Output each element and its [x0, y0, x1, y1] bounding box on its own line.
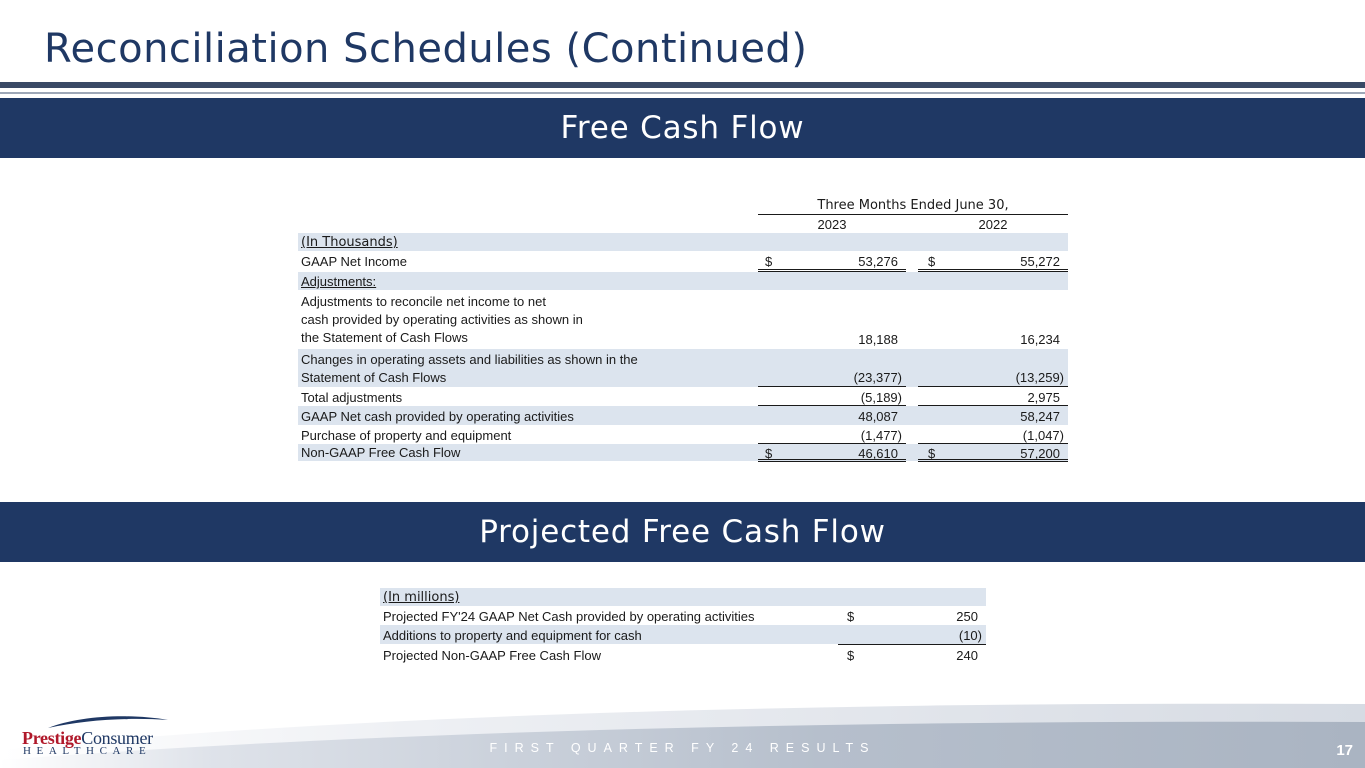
title-rule-thin [0, 92, 1365, 94]
adjustments-label: Adjustments: [301, 274, 377, 289]
currency-symbol: $ [847, 609, 855, 624]
year-2022-header: 2022 [978, 217, 1008, 232]
changes-2022: (13,259) [1015, 370, 1064, 385]
company-logo [20, 714, 170, 762]
table-row [298, 387, 1068, 406]
total-adjustments-2022: 2,975 [1027, 390, 1060, 405]
footer-swoosh [0, 690, 1365, 768]
double-rule [918, 459, 1068, 462]
table-row [298, 406, 1068, 425]
table-row [298, 251, 1068, 270]
double-rule [758, 459, 906, 462]
reconcile-label-3: the Statement of Cash Flows [301, 330, 468, 345]
units-row [298, 233, 1068, 251]
changes-2023: (23,377) [853, 370, 902, 385]
projected-operating-cash-value: 250 [956, 609, 978, 624]
net-income-2022: 55,272 [1020, 254, 1060, 269]
table-row [298, 349, 1068, 387]
currency-symbol: $ [847, 648, 855, 663]
logo-subtitle: HEALTHCARE [23, 745, 152, 757]
table-row [298, 290, 1068, 348]
free-cash-flow-header: Free Cash Flow [0, 98, 1365, 158]
total-adjustments-2023: (5,189) [860, 390, 902, 405]
page-title: Reconciliation Schedules (Continued) [44, 26, 808, 72]
capex-label: Purchase of property and equipment [301, 428, 512, 443]
capex-2023: (1,477) [860, 428, 902, 443]
reconcile-label-1: Adjustments to reconcile net income to net [301, 294, 546, 309]
projected-additions-value: (10) [958, 628, 982, 643]
reconcile-label-2: cash provided by operating activities as shown in [301, 312, 583, 327]
period-header: Three Months Ended June 30, [817, 198, 1009, 213]
units-label: (In millions) [383, 590, 460, 605]
currency-symbol: $ [765, 254, 773, 269]
period-header-rule [758, 214, 1068, 215]
free-cash-2022: 57,200 [1020, 446, 1060, 461]
page-number: 17 [1336, 742, 1353, 759]
table-row [380, 625, 986, 644]
changes-label-2: Statement of Cash Flows [301, 370, 447, 385]
footer-text: FIRST QUARTER FY 24 RESULTS [489, 741, 876, 755]
table-row [298, 425, 1068, 444]
currency-symbol: $ [928, 254, 936, 269]
operating-cash-2023: 48,087 [858, 409, 898, 424]
year-2023-header: 2023 [817, 217, 847, 232]
logo-brand-consumer: Consumer [81, 728, 153, 748]
operating-cash-2022: 58,247 [1020, 409, 1060, 424]
total-adjustments-label: Total adjustments [301, 390, 403, 405]
table-row [380, 606, 986, 625]
table-row [380, 645, 986, 664]
currency-symbol: $ [765, 446, 773, 461]
title-rule [0, 82, 1365, 88]
logo-brand-prestige: Prestige [22, 728, 82, 748]
projected-free-cash-value: 240 [956, 648, 978, 663]
units-label: (In Thousands) [301, 235, 398, 250]
reconcile-2022: 16,234 [1020, 332, 1060, 347]
changes-label-1: Changes in operating assets and liabilities as shown in the [301, 352, 638, 367]
free-cash-label: Non-GAAP Free Cash Flow [301, 445, 461, 460]
units-row [380, 588, 986, 606]
projected-additions-label: Additions to property and equipment for cash [383, 628, 642, 643]
free-cash-2023: 46,610 [858, 446, 898, 461]
operating-cash-label: GAAP Net cash provided by operating activities [301, 409, 574, 424]
net-income-label: GAAP Net Income [301, 254, 407, 269]
capex-2022: (1,047) [1022, 428, 1064, 443]
projected-operating-cash-label: Projected FY'24 GAAP Net Cash provided by operating activities [383, 609, 755, 624]
reconcile-2023: 18,188 [858, 332, 898, 347]
net-income-2023: 53,276 [858, 254, 898, 269]
currency-symbol: $ [928, 446, 936, 461]
projected-free-cash-flow-header: Projected Free Cash Flow [0, 502, 1365, 562]
projected-free-cash-flow-table [380, 588, 986, 668]
adjustments-row [298, 272, 1068, 290]
free-cash-flow-table [298, 195, 1068, 465]
projected-free-cash-label: Projected Non-GAAP Free Cash Flow [383, 648, 601, 663]
